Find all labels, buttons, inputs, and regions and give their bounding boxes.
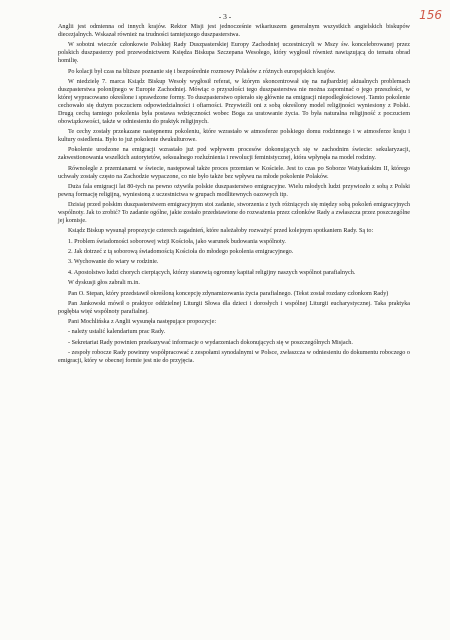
paragraph: Pani Mochlińska z Anglii wysunęła następujące propozycje: — [68, 319, 217, 326]
dash-item: - zespoły robocze Rady powinny współpracować z zespołami synodalnymi w Polsce, zwłaszcza w odniesieniu do dokumentu roboczego o emigracji, który w obecnej formie jest nie do przyjęcia. — [58, 350, 410, 365]
list-item: 1. Problem świadomości soborowej wizji Kościoła, jako warunek budowania wspólnoty. — [68, 238, 286, 245]
list-item: 2. Jak dotrzeć z tą soborową świadomością Kościoła do młodego pokolenia emigracyjnego. — [68, 249, 294, 256]
dash-item: - Sekretariat Rady powinien przekazywać informacje o wydarzeniach dokonujących się w poszczególnych Misjach. — [68, 339, 353, 346]
paragraph: Pan Jankowski mówił o praktyce oddzielnej Liturgii Słowa dla dzieci i dorosłych i wspólnej Liturgii eucharystycznej. Taka praktyka pogłębia więź wspólnoty parafialnej. — [58, 300, 410, 315]
paragraph: Dzisiaj przed polskim duszpasterstwem emigracyjnym stoi zadanie, stworzenia z tych różniących się między sobą pokoleń emigracyjnych wspólnoty. Jak to zrobić? To zadanie ogólne, jakie zostało przedstawione do rozważenia przez członków Rady a zwłaszcza przez poszczególne jej komisje. — [58, 202, 410, 225]
paragraph: W sobotni wieczór członkowie Polskiej Rady Duszpasterskiej Europy Zachodniej uczestniczyli w Mszy św. koncelebrowanej przez polskich duszpasterzy pod przewodnictwem Księdza Biskupa Szczepana Wesołego, który wygłosił również nawiązującą do tematu obrad homilię. — [58, 42, 410, 65]
document-body — [58, 24, 410, 368]
paragraph: Pan O. Stepan, który przedstawił określoną koncepcję zdynamizowania życia parafialnego. (Tekst został rozdany członkom Rady) — [68, 290, 389, 297]
paragraph: Równolegle z przemianami w świecie, następował także proces przemian w Kościele. Jest to czas po Soborze Watykańskim II, którego uchwały zostały często na Zachodzie wypaczone, co nie było także bez wpływu na młode pokolenie Polaków. — [58, 165, 410, 180]
list-item: 3. Wychowanie do wiary w rodzinie. — [68, 259, 159, 266]
dash-item: - należy ustalić kalendarium prac Rady. — [68, 329, 166, 336]
paragraph: Te cechy zostały przekazane następnemu pokoleniu, które wzrastało w atmosferze polskiego domu rodzinnego i w atmosferze kraju i kultury osiedlenia. Było to już pokolenie dwukulturowe. — [58, 129, 410, 143]
paragraph: W niedzielę 7. marca Ksiądz Biskup Wesoły wygłosił referat, w którym skoncentrował się na najbardziej aktualnych problemach duszpasterstwa polonijnego w Europie Zachodniej. Mówiąc o przyszłości tego duszpasterstwa nie można zapominać o jego przeszłości, w której wypracowano określone i sprawdzone formy. To duszpasterstwo opierało się głównie na emigracji niepodległościowej. Tamto pokolenie cechowało się dużym poczuciem odpowiedzialności i ofiarności. Przywieźli oni z sobą określony model religijności wyniesiony z Polski. Drugą cechą tamtego pokolenia była postawa wdzięczności wobec Boga za uratowanie życia. To była naturalna religijność z poczuciem obowiązkowości, także w odniesieniu do praktyk religijnych. — [58, 78, 410, 125]
handwritten-page-number: 156 — [419, 8, 442, 22]
page-number: - 3 - — [218, 12, 232, 21]
paragraph: Pokolenie urodzone na emigracji wzrastało już pod wpływem procesów dokonujących się w zachodnim świecie: sekularyzacji, zakwestionowania wszelkich autorytetów, seksualnego rozluźnienia i rewolucji feministycznej, która wpłynęła na model rodziny. — [58, 147, 410, 162]
list-item: 4. Apostolstwo ludzi chorych cierpiących, którzy stanowią ogromny kapitał religijny naszych wspólnot parafialnych. — [68, 269, 356, 276]
paragraph: Po kolacji był czas na bliższe poznanie się i bezpośrednie rozmowy Polaków z różnych europejskich krajów. — [68, 68, 336, 75]
paragraph: Anglii jest odmienna od innych krajów. Rektor Misji jest jednocześnie wikariuszem generalnym wszystkich angielskich biskupów diecezjalnych. Wskazał również na trudności tamtejszego duszpasterstwa. — [58, 24, 410, 38]
paragraph: W dyskusji głos zabrali m.in. — [68, 280, 140, 287]
paragraph: Ksiądz Biskup wysunął propozycje czterech zagadnień, które należałoby rozważyć przed kolejnym spotkaniem Rady. Są to: — [68, 228, 374, 235]
paragraph: Duża fala emigracji lat 80-tych na pewno ożywiła polskie duszpasterstwo emigracyjne. Wielu młodych ludzi przywiozło z sobą z Polski pewną formację religijną, wyniesioną z uczestnictwa w grupach modlitewnych oazowych itp. — [58, 183, 410, 198]
